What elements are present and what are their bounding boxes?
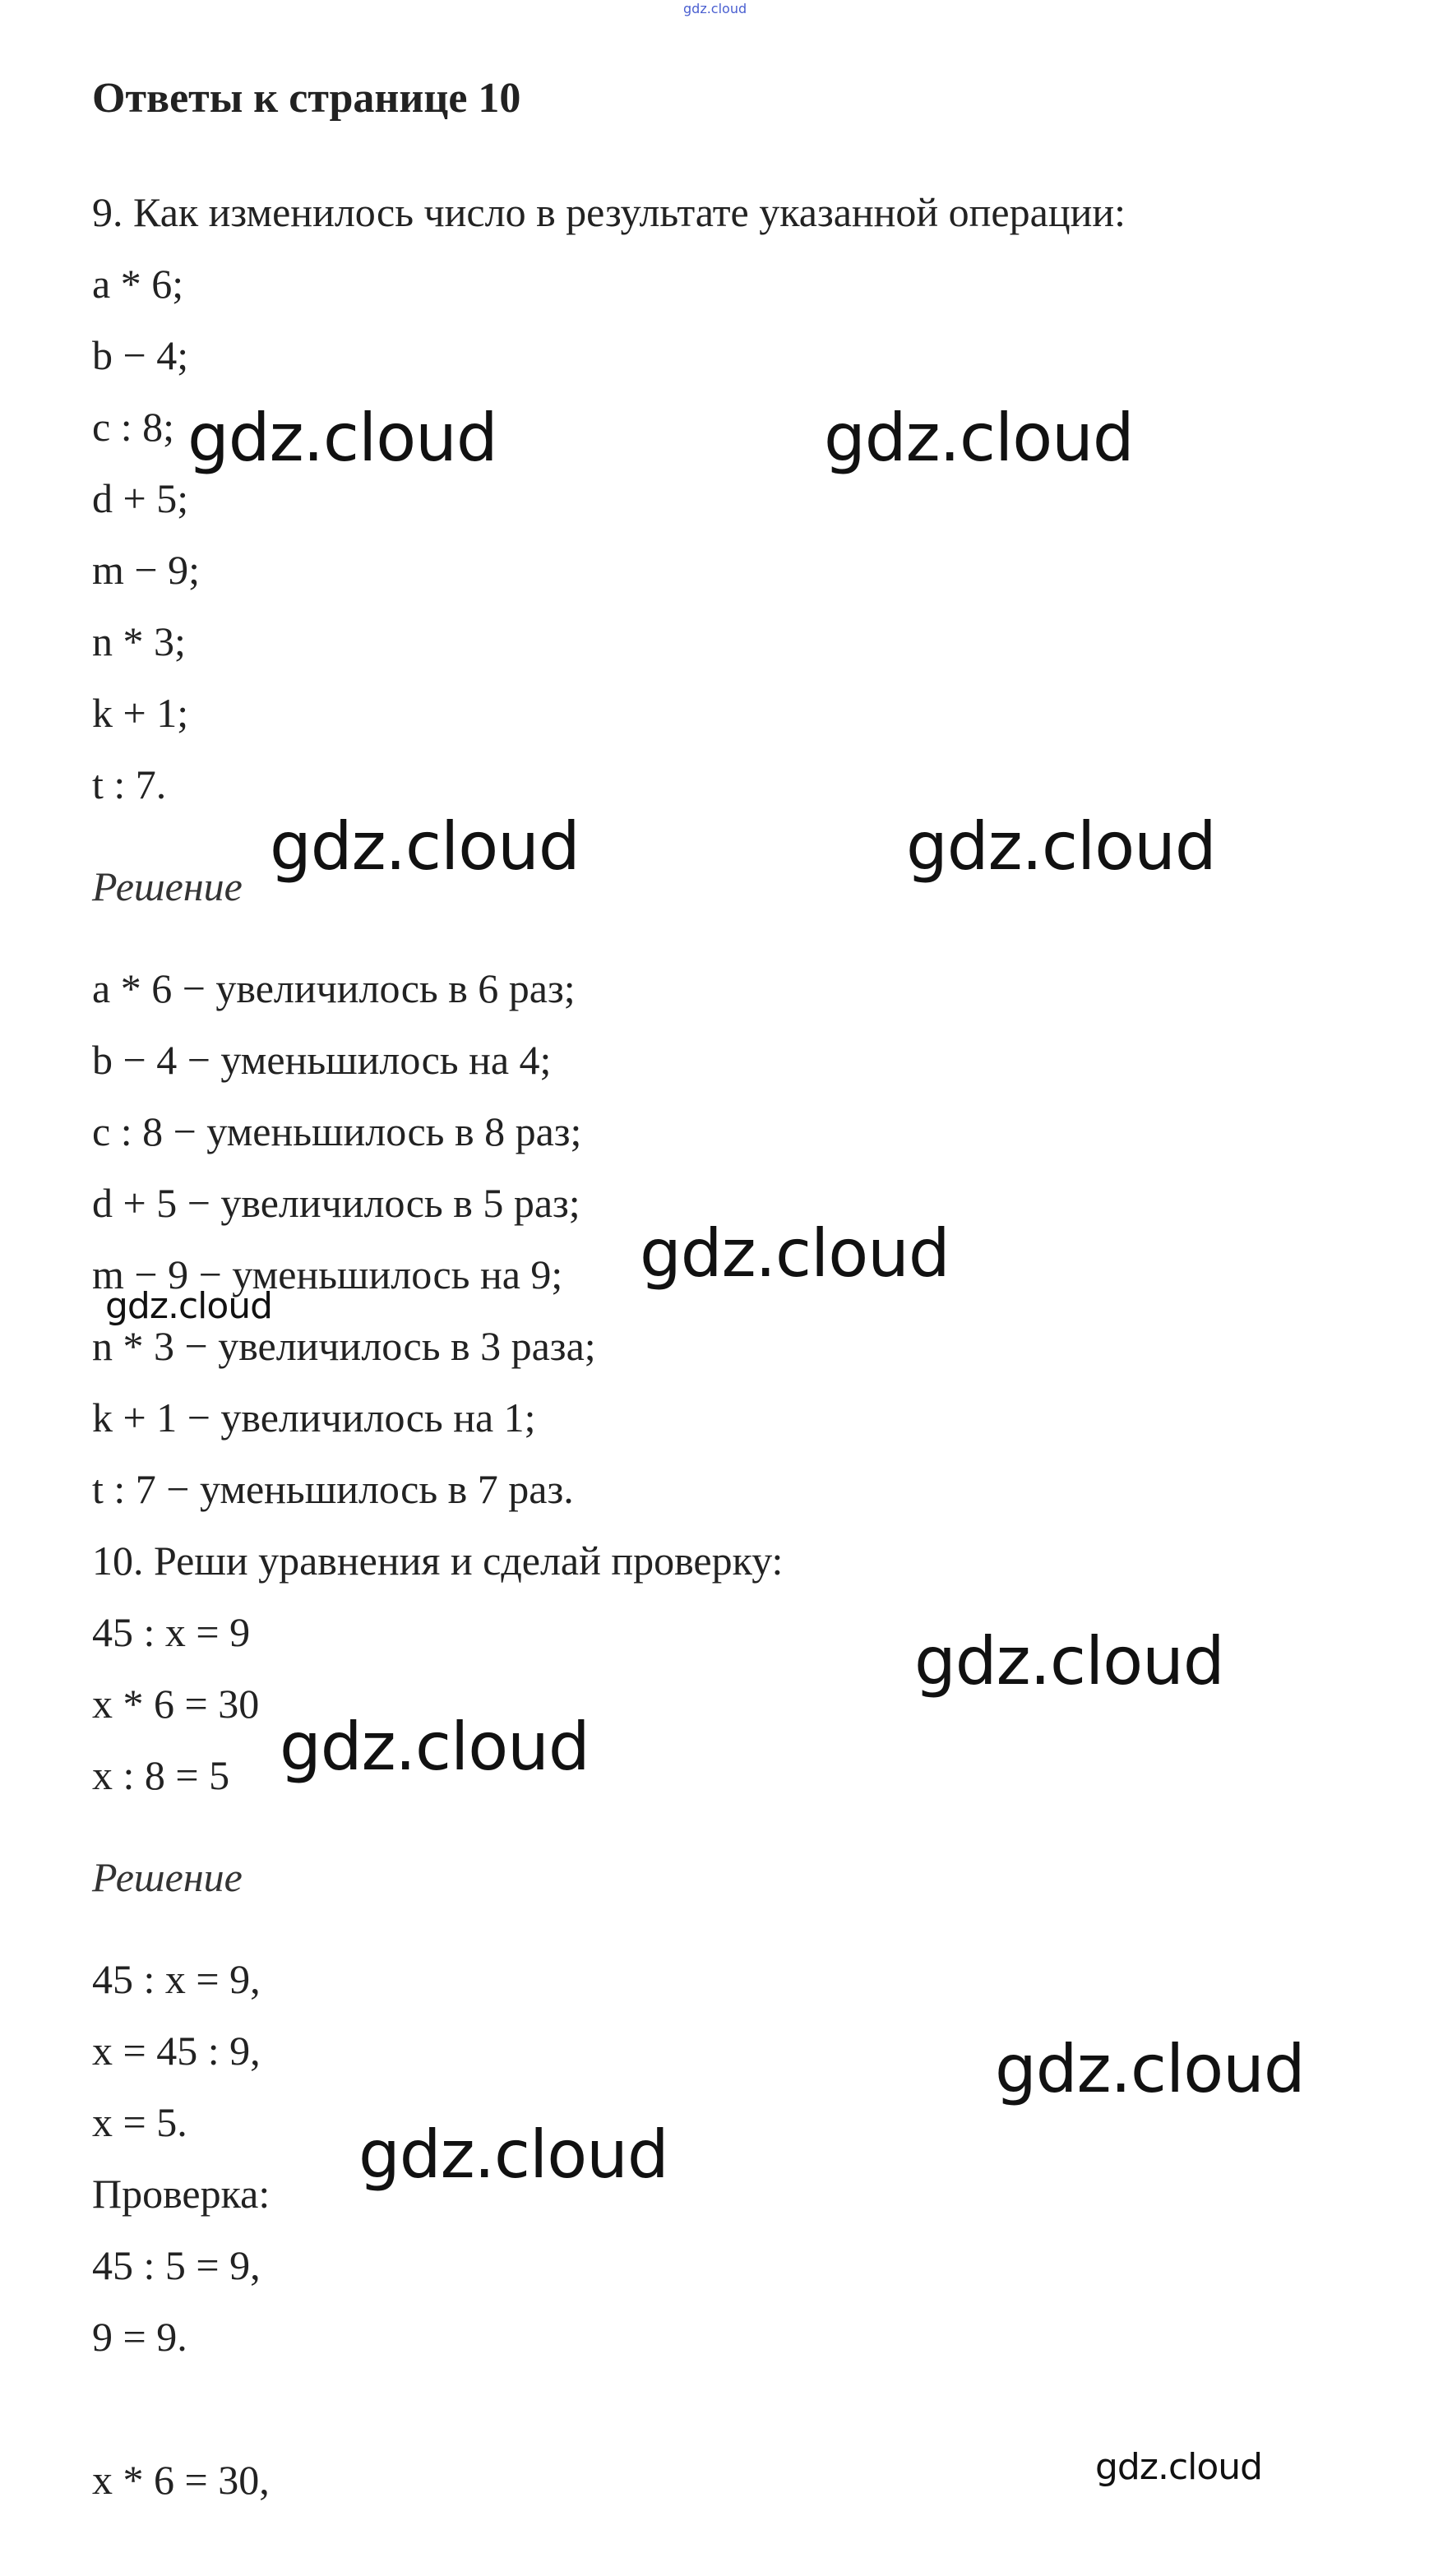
task9-item: m − 9;: [92, 547, 200, 593]
watermark: gdz.cloud: [358, 2116, 668, 2193]
task10-check-line: 9 = 9.: [92, 2314, 187, 2360]
task9-item: d + 5;: [92, 475, 189, 521]
task9-question: 9. Как изменилось число в результате указанной операции:: [92, 189, 1126, 235]
header-watermark: gdz.cloud: [683, 1, 747, 16]
task10-check-label: Проверка:: [92, 2171, 271, 2217]
watermark: gdz.cloud: [914, 1623, 1224, 1700]
watermark: gdz.cloud: [187, 400, 497, 476]
task9-item: n * 3;: [92, 618, 186, 664]
task10-solution-line: 45 : x = 9,: [92, 1956, 261, 2002]
task9-answer: k + 1 − увеличилось на 1;: [92, 1394, 536, 1441]
task9-answer: c : 8 − уменьшилось в 8 раз;: [92, 1108, 582, 1154]
watermark: gdz.cloud: [995, 2031, 1305, 2107]
watermark: gdz.cloud: [280, 1709, 590, 1785]
watermark: gdz.cloud: [640, 1215, 950, 1292]
task10-check-line: 45 : 5 = 9,: [92, 2242, 261, 2288]
task9-answer: t : 7 − уменьшилось в 7 раз.: [92, 1466, 574, 1512]
task9-item: k + 1;: [92, 690, 189, 736]
task9-answer: n * 3 − увеличилось в 3 раза;: [92, 1323, 596, 1369]
task9-item: c : 8;: [92, 404, 174, 450]
task10-question: 10. Реши уравнения и сделай проверку:: [92, 1538, 784, 1584]
task9-answer: a * 6 − увеличилось в 6 раз;: [92, 965, 576, 1011]
watermark: gdz.cloud: [1095, 2446, 1263, 2488]
watermark: gdz.cloud: [270, 808, 580, 885]
task10-solution-label: Решение: [92, 1854, 243, 1900]
watermark: gdz.cloud: [906, 808, 1216, 885]
task9-item: a * 6;: [92, 261, 184, 307]
task10-equation: x : 8 = 5: [92, 1752, 230, 1798]
task10-solution-line: x = 45 : 9,: [92, 2028, 261, 2074]
task10-next-equation: x * 6 = 30,: [92, 2457, 270, 2503]
task9-answer: m − 9 − уменьшилось на 9;: [92, 1251, 563, 1297]
task10-equation: x * 6 = 30: [92, 1681, 260, 1727]
task9-solution-label: Решение: [92, 863, 243, 909]
task9-item: t : 7.: [92, 761, 167, 807]
task9-answer: b − 4 − уменьшилось на 4;: [92, 1037, 552, 1083]
task9-item: b − 4;: [92, 332, 189, 378]
watermark: gdz.cloud: [824, 400, 1134, 476]
page-title: Ответы к странице 10: [92, 75, 521, 122]
task9-answer: d + 5 − увеличилось в 5 раз;: [92, 1180, 580, 1226]
task10-solution-line: x = 5.: [92, 2099, 187, 2145]
task10-equation: 45 : x = 9: [92, 1609, 251, 1655]
watermark: gdz.cloud: [105, 1285, 273, 1327]
